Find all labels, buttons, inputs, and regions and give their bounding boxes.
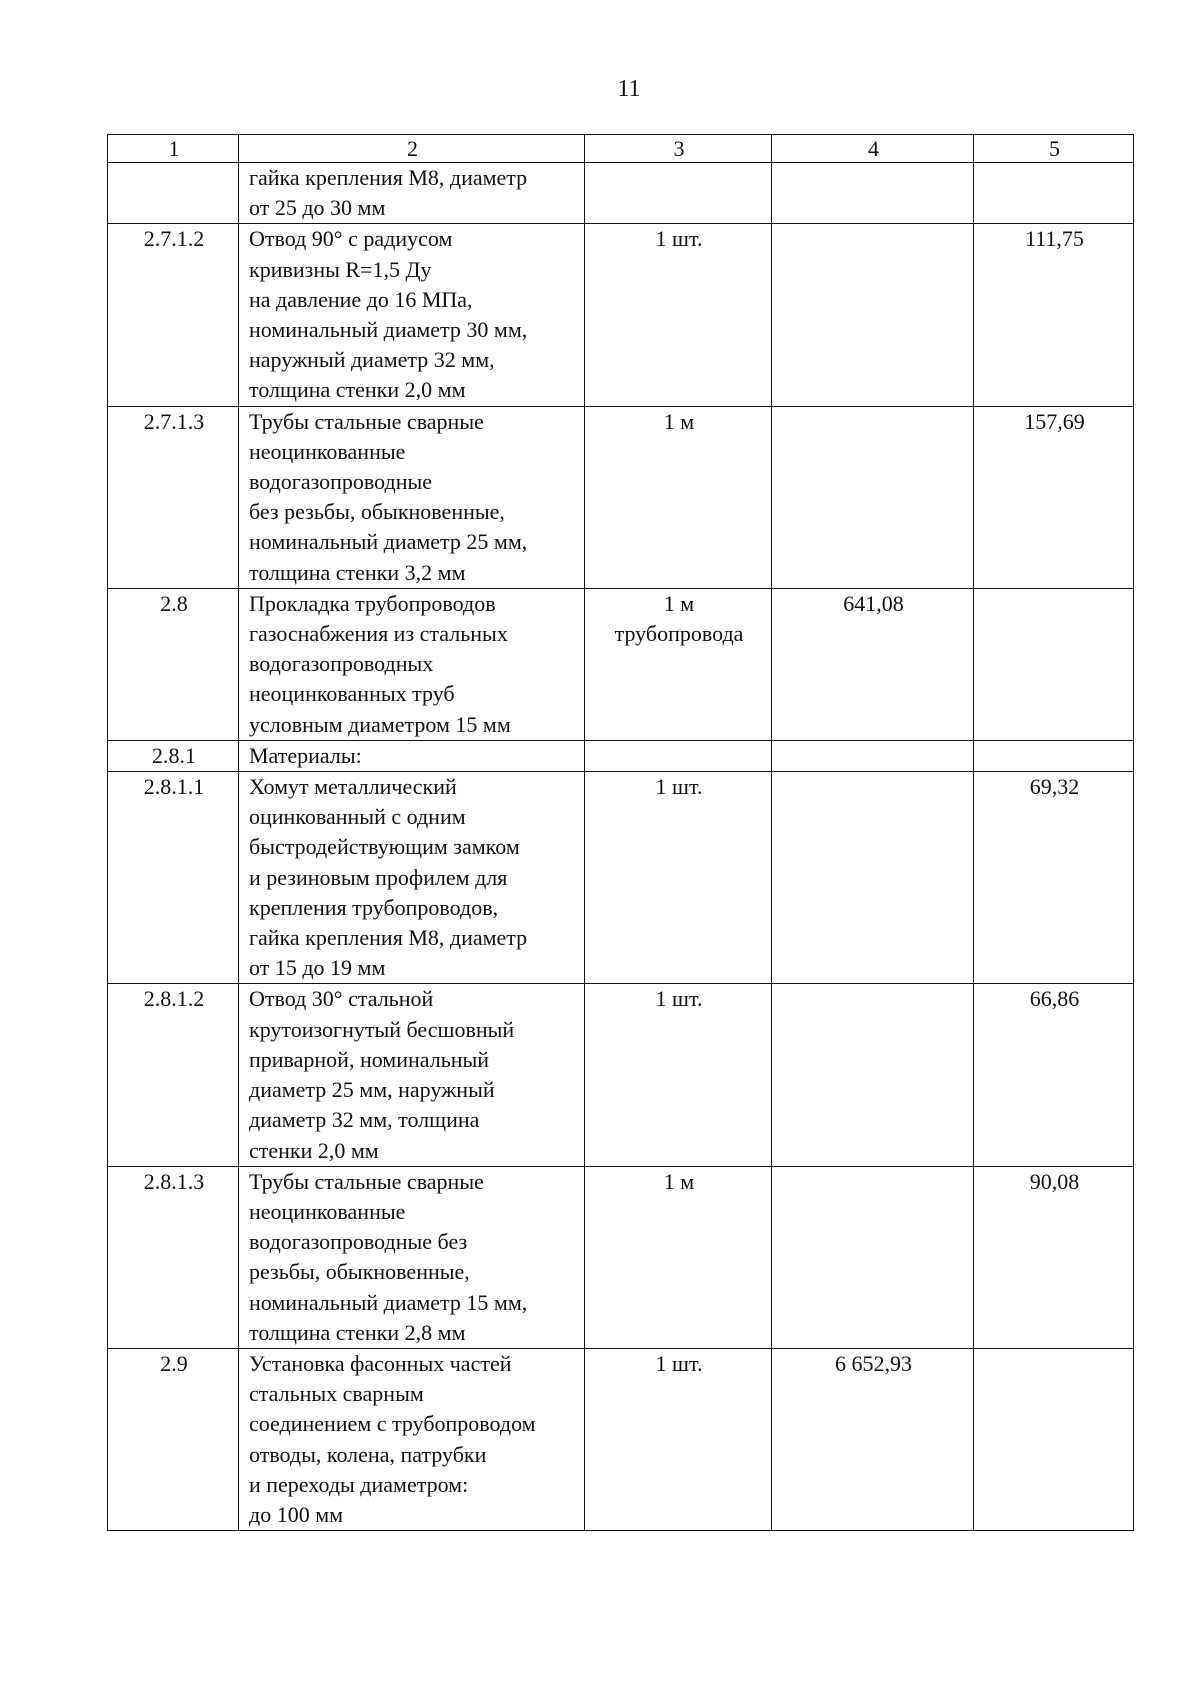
table-row <box>108 1348 1134 1530</box>
page-number: 11 <box>617 76 641 102</box>
table-row <box>108 1166 1134 1348</box>
table-header-row <box>108 135 1134 163</box>
row-number: 2.7.1.2 <box>108 224 239 406</box>
row-description <box>239 163 585 224</box>
description-line: крутоизогнутый бесшовный <box>249 1016 515 1042</box>
description-line: Хомут металлический <box>249 774 457 800</box>
description-line: газоснабжения из стальных <box>249 621 508 647</box>
description-line: толщина стенки 2,0 мм <box>249 377 466 403</box>
description-line: Прокладка трубопроводов <box>249 590 496 616</box>
description-line: неоцинкованные <box>249 438 406 464</box>
row-number: 2.7.1.3 <box>108 406 239 588</box>
row-price-col5 <box>974 163 1134 224</box>
unit-line: 1 шт. <box>655 226 703 252</box>
row-unit <box>585 163 772 224</box>
description-line: диаметр 32 мм, толщина <box>249 1107 480 1133</box>
unit-line: 1 м <box>663 408 695 434</box>
description-line: крепления трубопроводов, <box>249 894 499 920</box>
row-unit <box>585 588 772 740</box>
row-unit <box>585 224 772 406</box>
description-line: гайка крепления М8, диаметр <box>249 925 528 951</box>
description-line: от 15 до 19 мм <box>249 955 386 981</box>
row-description <box>239 224 585 406</box>
description-line: толщина стенки 3,2 мм <box>249 559 466 585</box>
column-header-4: 4 <box>772 135 974 163</box>
table-row <box>108 406 1134 588</box>
row-price-col4: 6 652,93 <box>772 1348 974 1530</box>
description-line: кривизны R=1,5 Ду <box>249 256 432 282</box>
row-unit <box>585 984 772 1166</box>
table-row <box>108 984 1134 1166</box>
row-number: 2.8.1.2 <box>108 984 239 1166</box>
description-line: номинальный диаметр 15 мм, <box>249 1289 528 1315</box>
description-line: водогазопроводные <box>249 469 433 495</box>
description-line: на давление до 16 МПа, <box>249 286 473 312</box>
row-price-col5 <box>974 1348 1134 1530</box>
row-number <box>108 163 239 224</box>
unit-line: 1 шт. <box>655 1350 703 1376</box>
description-line: от 25 до 30 мм <box>249 195 386 221</box>
row-description <box>239 772 585 984</box>
row-description <box>239 1166 585 1348</box>
row-unit <box>585 1348 772 1530</box>
unit-line: 1 шт. <box>655 774 703 800</box>
row-unit <box>585 772 772 984</box>
column-header-5: 5 <box>974 135 1134 163</box>
description-line: и переходы диаметром: <box>249 1471 469 1497</box>
row-number: 2.8.1 <box>108 740 239 771</box>
table-row <box>108 163 1134 224</box>
table-body <box>108 135 1134 1531</box>
row-price-col5: 66,86 <box>974 984 1134 1166</box>
description-line: Отвод 30° стальной <box>249 986 434 1012</box>
column-header-3: 3 <box>585 135 772 163</box>
description-line: резьбы, обыкновенные, <box>249 1259 470 1285</box>
row-number: 2.8 <box>108 588 239 740</box>
description-line: и резиновым профилем для <box>249 864 508 890</box>
description-line: приварной, номинальный <box>249 1046 490 1072</box>
description-line: до 100 мм <box>249 1501 344 1527</box>
row-price-col5: 90,08 <box>974 1166 1134 1348</box>
row-price-col4: 641,08 <box>772 588 974 740</box>
row-description <box>239 1348 585 1530</box>
price-table <box>107 134 1134 1531</box>
row-price-col4 <box>772 984 974 1166</box>
unit-line: трубопровода <box>614 621 744 647</box>
description-line: условным диаметром 15 мм <box>249 711 511 737</box>
row-price-col5: 157,69 <box>974 406 1134 588</box>
description-line: быстродействующим замком <box>249 834 520 860</box>
description-line: отводы, колена, патрубки <box>249 1441 487 1467</box>
row-price-col4 <box>772 224 974 406</box>
row-price-col5 <box>974 588 1134 740</box>
row-price-col4 <box>772 406 974 588</box>
row-price-col4 <box>772 1166 974 1348</box>
table-row <box>108 772 1134 984</box>
description-line: неоцинкованные <box>249 1198 406 1224</box>
row-unit <box>585 740 772 771</box>
row-unit <box>585 406 772 588</box>
table-row <box>108 588 1134 740</box>
row-description <box>239 984 585 1166</box>
row-description <box>239 588 585 740</box>
description-line: номинальный диаметр 30 мм, <box>249 317 528 343</box>
row-price-col5: 111,75 <box>974 224 1134 406</box>
description-line: водогазопроводные без <box>249 1229 468 1255</box>
row-number: 2.8.1.3 <box>108 1166 239 1348</box>
row-price-col4 <box>772 740 974 771</box>
column-header-2: 2 <box>239 135 585 163</box>
description-line: Материалы: <box>249 742 362 768</box>
description-line: гайка крепления М8, диаметр <box>249 165 528 190</box>
description-line: Установка фасонных частей <box>249 1350 512 1376</box>
description-line: номинальный диаметр 25 мм, <box>249 529 528 555</box>
unit-line: 1 м <box>663 1168 695 1194</box>
column-header-1: 1 <box>108 135 239 163</box>
row-price-col5: 69,32 <box>974 772 1134 984</box>
description-line: стенки 2,0 мм <box>249 1137 379 1163</box>
table-row <box>108 224 1134 406</box>
description-line: Отвод 90° с радиусом <box>249 226 453 252</box>
unit-line: 1 шт. <box>655 986 703 1012</box>
row-price-col4 <box>772 772 974 984</box>
row-price-col5 <box>974 740 1134 771</box>
description-line: диаметр 25 мм, наружный <box>249 1077 495 1103</box>
description-line: неоцинкованных труб <box>249 681 455 707</box>
description-line: оцинкованный с одним <box>249 804 466 830</box>
description-line: водогазопроводных <box>249 651 434 677</box>
description-line: без резьбы, обыкновенные, <box>249 499 505 525</box>
row-number: 2.8.1.1 <box>108 772 239 984</box>
unit-line: 1 м <box>663 590 695 616</box>
table-row <box>108 740 1134 771</box>
description-line: Трубы стальные сварные <box>249 408 484 434</box>
row-number: 2.9 <box>108 1348 239 1530</box>
description-line: наружный диаметр 32 мм, <box>249 347 495 373</box>
description-line: Трубы стальные сварные <box>249 1168 484 1194</box>
description-line: стальных сварным <box>249 1381 424 1407</box>
description-line: соединением с трубопроводом <box>249 1411 536 1437</box>
row-description <box>239 406 585 588</box>
row-unit <box>585 1166 772 1348</box>
row-description <box>239 740 585 771</box>
row-price-col4 <box>772 163 974 224</box>
description-line: толщина стенки 2,8 мм <box>249 1319 466 1345</box>
